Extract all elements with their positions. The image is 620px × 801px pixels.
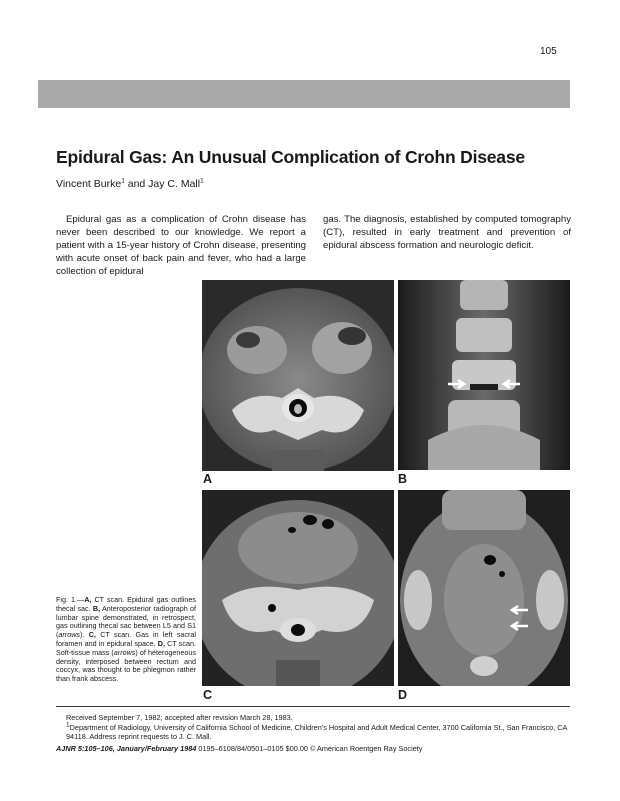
caption-arrows-term: arrows	[113, 647, 136, 657]
caption-part-text: ).	[79, 630, 89, 640]
caption-fig-label: Fig. 1.—	[56, 595, 85, 604]
journal-reference: AJNR 5:105–106, January/February 1984	[56, 744, 197, 753]
caption-part-text: CT scan. Soft-tissue mass (	[56, 638, 196, 657]
panel-label-b: B	[398, 472, 408, 486]
affiliation-note	[66, 723, 570, 742]
figure-panel-d-ct-image	[398, 490, 570, 686]
panel-label-a: A	[203, 472, 213, 486]
author-connector: and	[124, 178, 149, 190]
panel-label-c: C	[203, 688, 213, 702]
footnote-divider	[56, 706, 570, 707]
caption-part-label: B,	[92, 603, 101, 613]
author-name: Vincent Burke	[56, 178, 122, 190]
author-name: Jay C. Mall	[148, 178, 201, 190]
panel-label-d: D	[398, 688, 408, 702]
journal-citation	[56, 744, 422, 753]
figure-panel-a-ct-image	[202, 280, 394, 471]
author-line	[56, 178, 204, 190]
figure-caption	[56, 596, 196, 684]
caption-part-text: CT scan. Gas in left sacral foramen and in epidural space.	[56, 630, 196, 648]
caption-part-label: D,	[157, 638, 165, 648]
figure-panel-c-ct-image	[202, 490, 394, 686]
caption-part-text: CT scan. Epidural gas outlines thecal sac.	[56, 595, 196, 613]
header-band	[38, 80, 570, 108]
affiliation-mark: 1	[200, 177, 204, 185]
caption-part-label: C,	[88, 630, 96, 640]
figure-panel-b-radiograph	[398, 280, 570, 470]
article-title: Epidural Gas: An Unusual Complication of Crohn Disease	[56, 147, 525, 167]
affiliation-mark: 1	[66, 721, 70, 729]
page-number: 105	[540, 46, 557, 57]
caption-part-text: ) of heterogeneous density, interposed between rectum and coccyx, was thought to be phlegmon rather than frank abscess.	[56, 647, 196, 684]
citation-text: 0195–6108/84/0501–0105 $00.00 © American Roentgen Ray Society	[196, 744, 423, 753]
abstract-column-right: gas. The diagnosis, established by computed tomography (CT), resulted in early treatment and prevention of epidural abscess formation and neurologic deficit.	[323, 214, 571, 251]
affiliation-mark: 1	[121, 177, 125, 185]
caption-arrows-term: arrows	[58, 630, 80, 640]
abstract-column-left: Epidural gas as a complication of Crohn disease has never been described to our knowledge. We report a patient with a 15-year history of Crohn disease, presenting with acute onset of back pain and fever, who had a large collection of epidural	[56, 214, 306, 277]
affiliation-text: Department of Radiology, University of California School of Medicine, Children’s Hospital and Adult Medical Center, 3700 California St., San Francisco, CA 94118. Address reprint requests to J. C. Mall.	[66, 723, 568, 742]
caption-part-label: A,	[84, 595, 92, 604]
received-date-note: Received September 7, 1982; accepted after revision March 28, 1983.	[66, 713, 293, 722]
caption-part-text: Anteroposterior radiograph of lumbar spine demonstrated, in retrospect, gas outlining thecal sac between L5 and S1 (	[56, 603, 197, 640]
